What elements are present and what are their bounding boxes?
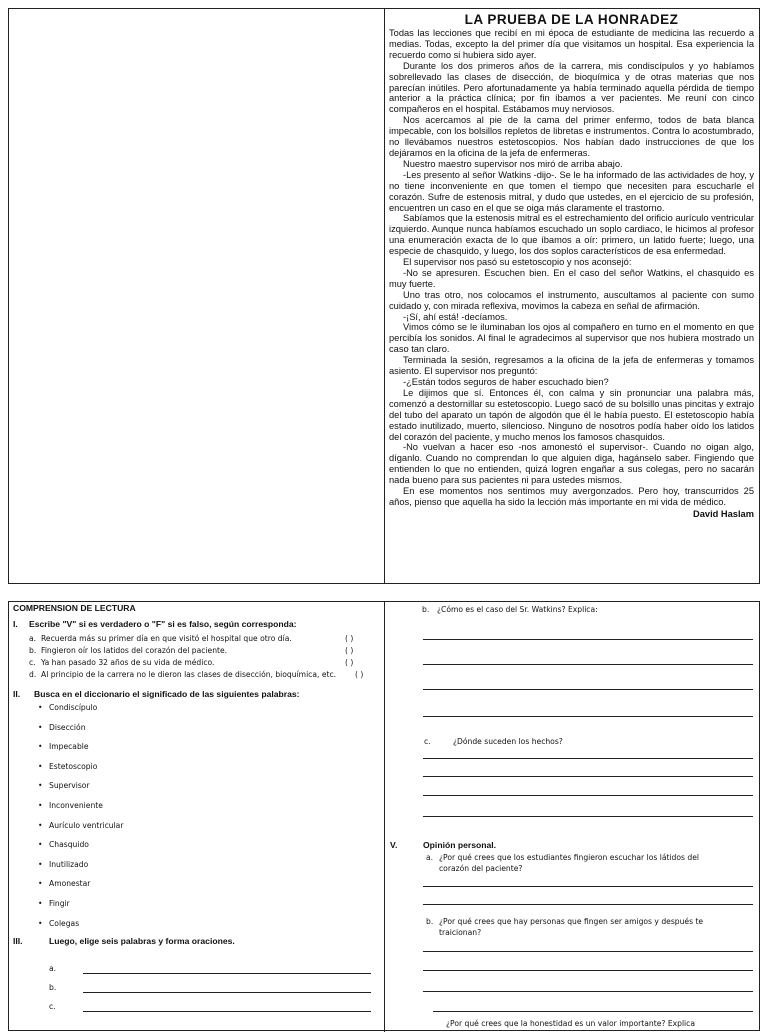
story-paragraph: -¡Sí, ahí está! -decíamos.: [403, 311, 508, 322]
bullet-icon: •: [38, 801, 43, 810]
answer-line[interactable]: [423, 991, 753, 992]
comprehension-heading: COMPRENSION DE LECTURA: [13, 603, 136, 613]
section3-number: III.: [13, 936, 23, 946]
tf-answer-c[interactable]: ( ): [345, 658, 354, 667]
bullet-icon: •: [38, 703, 43, 712]
story-panel: [384, 8, 760, 584]
story-paragraph: -No vuelvan a hacer eso -nos amonestó el supervisor-. Cuando no oigan algo, díganlo. Cuando no comprendan lo que alguien diga, hagánselo saber. Fingiendo que entienden lo que no entienden, quizá logren engañar a sus colegas, pero no sacarán nada bueno para sus pacientes ni para ustedes mismos.: [389, 442, 754, 486]
vocabulary-word: Chasquido: [49, 840, 89, 850]
q-c-text: ¿Dónde suceden los hechos?: [453, 737, 563, 746]
vocabulary-word: Inconveniente: [49, 801, 103, 810]
vocabulary-word: Impecable: [49, 742, 89, 752]
bullet-icon: •: [38, 859, 43, 869]
vocabulary-word: Colegas: [49, 918, 80, 928]
vocabulary-word: Fingir: [49, 899, 70, 908]
story-paragraph: Durante los dos primeros años de la carrera, mis condiscípulos y yo habíamos sobrellevado las clases de disección, de bioquímica y de otras materias que nos parecían inútiles. Pero afortunadamente ya había terminado aquella pérdida de tiempo anterior a la práctica clínica; por fin íbamos a ver pacientes. Me reuní con cinco compañeros en el hospital. Estábamos muy nerviosos.: [389, 60, 754, 115]
answer-line[interactable]: [423, 951, 753, 952]
answer-line[interactable]: [423, 816, 753, 817]
story-paragraph: Le dijimos que sí. Entonces él, con calma y sin pronunciar una palabra más, comenzó a destornillar su estetoscopio. Luego sacó de su bolsillo unas pincitas y extrajo del tubo del aparato un tapón de algodón que él le había puesto. El estetoscopio había estado inutilizado, muerto, silencioso. Ninguno de nosotros podía haber oído los latidos del corazón del paciente, y mucho menos los famosos chasquidos.: [389, 387, 754, 442]
sentence-b-label: b.: [49, 983, 57, 992]
answer-line[interactable]: [423, 795, 753, 796]
story-paragraph: -Les presento al señor Watkins -dijo-. Se le ha informado de las actividades de hoy, y no tiene inconveniente en que tomen el tiempo que necesiten para escucharle el corazón. Sufre de estenosis mitral, y dudo que ustedes, en el ejercicio de su profesión, encuentren un caso en el que se oiga más claramente el trastorno.: [389, 169, 754, 213]
sentence-c-line[interactable]: [83, 1011, 371, 1012]
vocabulary-word: Condiscípulo: [49, 703, 98, 712]
story-paragraph: Todas las lecciones que recibí en mi época de estudiante de medicina las recuerdo a medias. Todas, excepto la del primer día que visitamos un hospital. Esa experiencia la recuerdo como si hubiera sido ayer.: [389, 28, 754, 60]
story-paragraph: Sabíamos que la estenosis mitral es el estrechamiento del orificio aurículo ventricular izquierdo. Aunque nunca habíamos escuchado un soplo cardiaco, le hicimos al profesor una enumeración exacta de lo que íbamos a oír: primero, un latido fuerte; luego, una especie de chasquido, y luego, los dos soplos característicos de esa enfermedad.: [389, 213, 754, 257]
story-paragraph: Terminada la sesión, regresamos a la oficina de la jefa de enfermeras y tomamos asiento. El supervisor nos preguntó:: [389, 355, 754, 377]
bullet-icon: •: [38, 761, 43, 771]
vocabulary-word: Supervisor: [49, 781, 90, 791]
bullet-icon: •: [38, 899, 43, 908]
bullet-icon: •: [38, 742, 43, 752]
column-divider: [384, 602, 385, 1032]
answer-line[interactable]: [423, 689, 753, 690]
section2-title: Busca en el diccionario el significado de las siguientes palabras:: [34, 689, 300, 699]
q-b-label: b.: [422, 605, 430, 614]
q5-b-text-line1: ¿Por qué crees que hay personas que fingen ser amigos y después te: [439, 917, 704, 926]
section1-title: Escribe "V" si es verdadero o "F" si es falso, según corresponda:: [29, 619, 297, 629]
story-author: David Haslam: [693, 508, 754, 519]
worksheet: [8, 601, 760, 1031]
story-title: LA PRUEBA DE LA HONRADEZ: [464, 12, 679, 27]
blank-image-area: [8, 8, 385, 584]
tf-item-c-text: Ya han pasado 32 años de su vida de médico.: [41, 658, 215, 667]
tf-answer-a[interactable]: ( ): [345, 634, 354, 643]
story-paragraph: -No se apresuren. Escuchen bien. En el caso del señor Watkins, el chasquido es muy fuerte.: [389, 267, 754, 289]
tf-item-d-text: Al principio de la carrera no le dieron las clases de disección, bioquímica, etc.: [41, 670, 337, 679]
bullet-icon: •: [38, 722, 43, 732]
section3-title: Luego, elige seis palabras y forma oraciones.: [49, 936, 235, 946]
sentence-b-line[interactable]: [83, 992, 371, 993]
answer-line[interactable]: [423, 758, 753, 759]
tf-item-b-label: b.: [29, 646, 37, 655]
story-paragraph: En ese momentos nos sentimos muy avergonzados. Pero hoy, transcurridos 25 años, pienso que aquella ha sido la lección más importante en mi vida de médico.: [389, 486, 754, 507]
sentence-a-label: a.: [49, 964, 57, 973]
tf-item-c-label: c.: [29, 658, 36, 667]
bullet-icon: •: [38, 781, 43, 791]
q5-a-text-line1: ¿Por qué crees que los estudiantes fingieron escuchar los látidos del: [439, 853, 699, 862]
q5-a-text-line2: corazón del paciente?: [439, 864, 523, 873]
tf-answer-d[interactable]: ( ): [355, 670, 364, 679]
answer-line[interactable]: [423, 776, 753, 777]
story-body: [389, 28, 754, 508]
vocabulary-word: Inutilizado: [49, 859, 89, 869]
tf-answer-b[interactable]: ( ): [345, 646, 354, 655]
answer-line[interactable]: [423, 970, 753, 971]
bullet-icon: •: [38, 820, 43, 830]
story-paragraph: Uno tras otro, nos colocamos el instrumento, auscultamos al paciente con sumo cuidado y, con mirada reflexiva, movimos la cabeza en señal de afirmación.: [389, 289, 754, 311]
q5-a-label: a.: [426, 853, 434, 862]
vocabulary-word: Estetoscopio: [49, 761, 98, 771]
section1-number: I.: [13, 619, 18, 629]
vocabulary-word: Aurículo ventricular: [49, 820, 124, 830]
sentence-a-line[interactable]: [83, 973, 371, 974]
answer-line[interactable]: [423, 886, 753, 887]
section5-number: V.: [390, 840, 398, 850]
q-b-text: ¿Cómo es el caso del Sr. Watkins? Explica:: [437, 605, 598, 614]
q5-b-label: b.: [426, 917, 434, 926]
answer-line[interactable]: [423, 664, 753, 665]
tf-item-d-label: d.: [29, 670, 37, 679]
story-paragraph: Nos acercamos al pie de la cama del primer enfermo, todos de bata blanca impecable, con los bolsillos repletos de libretas e instrumentos. Contra lo acostumbrado, no llevábamos nuestros estetoscopios. Nos habían dado instrucciones de que los dejáramos en la oficina de la jefa de enfermeras.: [389, 115, 754, 158]
q-c-label: c.: [424, 737, 431, 746]
answer-line[interactable]: [423, 904, 753, 905]
answer-line[interactable]: [423, 639, 753, 640]
story-paragraph: Vimos cómo se le iluminaban los ojos al compañero en turno en el momento en que percibía los sonidos. Al final le agradecimos al supervisor que nos hubiera mostrado un caso tan claro.: [389, 322, 754, 355]
answer-line[interactable]: [433, 1011, 753, 1012]
section5-title: Opinión personal.: [423, 840, 497, 850]
story-paragraph: Nuestro maestro supervisor nos miró de arriba abajo.: [403, 158, 623, 169]
section2-number: II.: [13, 689, 21, 699]
bullet-icon: •: [38, 918, 43, 928]
tf-item-a-label: a.: [29, 634, 37, 643]
vocabulary-word: Disección: [49, 722, 86, 732]
q5-c-text-partial: ¿Por qué crees que la honestidad es un valor importante? Explica: [446, 1019, 695, 1028]
tf-item-b-text: Fingieron oír los latidos del corazón del paciente.: [41, 646, 228, 655]
tf-item-a-text: Recuerda más su primer día en que visitó el hospital que otro día.: [41, 634, 292, 643]
story-paragraph: -¿Están todos seguros de haber escuchado bien?: [403, 377, 609, 387]
bullet-icon: •: [38, 840, 43, 850]
answer-line[interactable]: [423, 716, 753, 717]
bullet-icon: •: [38, 879, 43, 889]
q5-b-text-line2: traicionan?: [439, 928, 482, 937]
sentence-c-label: c.: [49, 1002, 56, 1011]
vocabulary-word: Amonestar: [49, 879, 91, 889]
story-paragraph: El supervisor nos pasó su estetoscopio y nos aconsejó:: [403, 257, 632, 268]
